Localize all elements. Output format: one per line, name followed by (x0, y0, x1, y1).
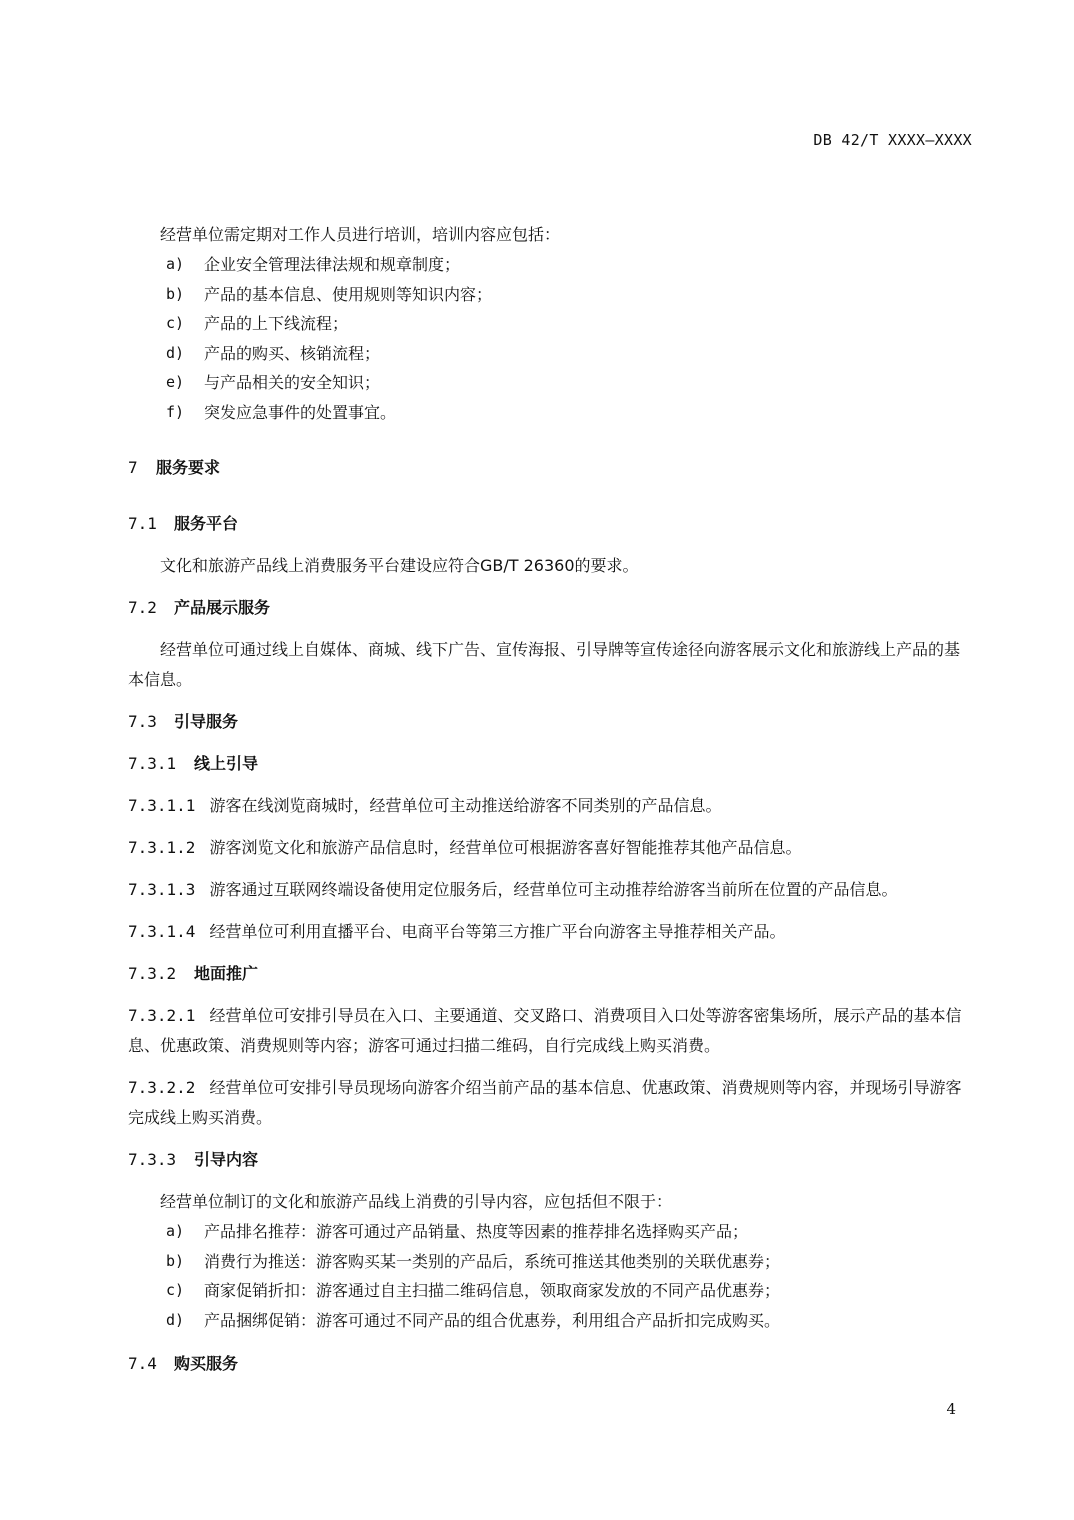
list-item (128, 1276, 974, 1306)
section-title: 线上引导 (194, 754, 259, 773)
section-7-2-body: 经营单位可通过线上自媒体、商城、线下广告、宣传海报、引导牌等宣传途径向游客展示文化和旅游线上产品的基本信息。 (128, 640, 961, 689)
guide-list (128, 1217, 974, 1335)
section-heading-7-2 (128, 593, 974, 623)
section-title: 地面推广 (194, 964, 259, 983)
section-heading-7-3-1 (128, 749, 974, 779)
clause-number: 7.3.1.4 (128, 922, 196, 941)
list-text: 企业安全管理法律法规和规章制度； (204, 255, 461, 274)
section-heading-7-1 (128, 509, 974, 539)
section-heading-7-3-3 (128, 1145, 974, 1175)
list-marker: f) (166, 402, 185, 421)
list-item (128, 280, 974, 310)
list-marker: d) (166, 1310, 185, 1329)
list-text: 与产品相关的安全知识； (204, 373, 381, 392)
list-item (128, 398, 974, 428)
list-text: 商家促销折扣：游客通过自主扫描二维码信息，领取商家发放的不同产品优惠券； (204, 1281, 781, 1300)
section-heading-7-3 (128, 707, 974, 737)
training-list (128, 250, 974, 427)
clause-text: 经营单位可利用直播平台、电商平台等第三方推广平台向游客主导推荐相关产品。 (209, 922, 786, 941)
list-item (128, 1217, 974, 1247)
section-number: 7.3 (128, 712, 157, 731)
list-text: 产品的基本信息、使用规则等知识内容； (204, 284, 493, 304)
list-text: 突发应急事件的处置事宜。 (204, 402, 397, 422)
clause-number: 7.3.2.1 (128, 1006, 196, 1025)
list-item (128, 368, 974, 398)
clause-text: 经营单位可安排引导员在入口、主要通道、交叉路口、消费项目入口处等游客密集场所，展示产品的基本信息、优惠政策、消费规则等内容；游客可通过扫描二维码，自行完成线上购买消费。 (128, 1006, 962, 1055)
list-text: 产品捆绑促销：游客可通过不同产品的组合优惠券，利用组合产品折扣完成购买。 (204, 1310, 781, 1330)
guide-intro: 经营单位制订的文化和旅游产品线上消费的引导内容，应包括但不限于： (160, 1192, 673, 1211)
list-marker: a) (166, 255, 185, 273)
section-number: 7.4 (128, 1354, 157, 1373)
list-marker: e) (166, 373, 185, 391)
list-item (128, 250, 974, 280)
section-heading-7-3-2 (128, 959, 974, 989)
page-number: 4 (946, 1400, 956, 1418)
clause-7-3-1-1 (128, 791, 974, 821)
list-text: 产品的上下线流程； (204, 314, 349, 333)
clause-7-3-1-3 (128, 875, 974, 905)
clause-number: 7.3.1.1 (128, 796, 196, 815)
section-title: 产品展示服务 (174, 598, 271, 617)
clause-7-3-2-1 (128, 1001, 974, 1061)
clause-7-3-1-2 (128, 833, 974, 863)
section-title: 引导服务 (174, 712, 239, 731)
section-number: 7.3.2 (128, 964, 177, 983)
document-id-header: DB 42/T XXXX—XXXX (813, 131, 972, 149)
section-7-1-body: 文化和旅游产品线上消费服务平台建设应符合GB/T 26360的要求。 (160, 556, 639, 575)
clause-7-3-1-4 (128, 917, 974, 947)
list-marker: b) (166, 1251, 185, 1270)
list-item (128, 339, 974, 369)
section-title: 购买服务 (174, 1354, 239, 1373)
list-marker: d) (166, 343, 185, 362)
section-number: 7.1 (128, 514, 157, 533)
section-number: 7 (128, 458, 138, 477)
clause-number: 7.3.1.2 (128, 838, 196, 857)
list-item (128, 1247, 974, 1277)
section-number: 7.3.1 (128, 754, 177, 773)
list-text: 消费行为推送：游客购买某一类别的产品后，系统可推送其他类别的关联优惠券； (204, 1251, 781, 1271)
list-item (128, 309, 974, 339)
section-title: 引导内容 (194, 1150, 259, 1169)
clause-text: 游客在线浏览商城时，经营单位可主动推送给游客不同类别的产品信息。 (209, 796, 722, 815)
list-marker: c) (166, 1281, 185, 1299)
page-content (128, 220, 974, 1379)
list-text: 产品的购买、核销流程； (204, 343, 381, 363)
clause-text: 经营单位可安排引导员现场向游客介绍当前产品的基本信息、优惠政策、消费规则等内容，并现场引导游客完成线上购买消费。 (128, 1078, 962, 1127)
section-number: 7.3.3 (128, 1150, 177, 1169)
list-text: 产品排名推荐：游客可通过产品销量、热度等因素的推荐排名选择购买产品； (204, 1222, 749, 1241)
clause-number: 7.3.2.2 (128, 1078, 196, 1097)
list-marker: c) (166, 314, 185, 332)
section-title: 服务平台 (174, 514, 239, 533)
section-heading-7 (128, 453, 974, 483)
section-number: 7.2 (128, 598, 157, 617)
section-heading-7-4 (128, 1349, 974, 1379)
clause-text: 游客通过互联网终端设备使用定位服务后，经营单位可主动推荐给游客当前所在位置的产品信息。 (209, 880, 898, 899)
clause-number: 7.3.1.3 (128, 880, 196, 899)
training-intro: 经营单位需定期对工作人员进行培训，培训内容应包括： (160, 225, 561, 244)
section-title: 服务要求 (156, 458, 221, 477)
list-item (128, 1306, 974, 1336)
list-marker: b) (166, 284, 185, 303)
list-marker: a) (166, 1222, 185, 1240)
clause-7-3-2-2 (128, 1073, 974, 1133)
clause-text: 游客浏览文化和旅游产品信息时，经营单位可根据游客喜好智能推荐其他产品信息。 (209, 838, 802, 857)
